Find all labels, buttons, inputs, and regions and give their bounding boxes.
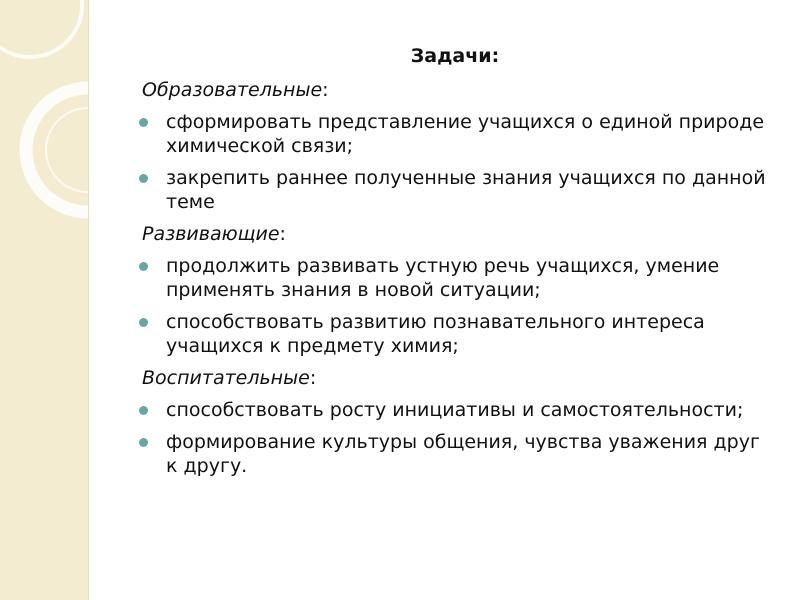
list-item-text: способствовать росту инициативы и самостоятельности; bbox=[166, 399, 744, 421]
section-heading-text: Воспитательные bbox=[142, 367, 310, 389]
bullet-dot-icon bbox=[139, 262, 148, 271]
section-heading-colon: : bbox=[279, 223, 286, 245]
list-item bbox=[136, 254, 776, 302]
list-item-text: сформировать представление учащихся о единой природе химической связи; bbox=[166, 111, 765, 157]
decorative-circles-graphic bbox=[0, 0, 88, 600]
list-item-text: закрепить раннее полученные знания учащихся по данной теме bbox=[166, 167, 766, 213]
decorative-side-band bbox=[0, 0, 88, 600]
section-heading-text: Развивающие bbox=[142, 223, 280, 245]
section-heading-colon: : bbox=[322, 79, 329, 101]
bullet-dot-icon bbox=[139, 318, 148, 327]
bullet-list bbox=[136, 398, 776, 478]
list-item-text: формирование культуры общения, чувства уважения друг к другу. bbox=[166, 431, 760, 477]
bullet-list bbox=[136, 254, 776, 358]
section-heading bbox=[142, 366, 776, 390]
bullet-dot-icon bbox=[139, 438, 148, 447]
bullet-dot-icon bbox=[139, 406, 148, 415]
bullet-dot-icon bbox=[139, 118, 148, 127]
list-item bbox=[136, 310, 776, 358]
section-upbringing bbox=[136, 366, 776, 478]
section-educational bbox=[136, 78, 776, 214]
list-item bbox=[136, 110, 776, 158]
bullet-list bbox=[136, 110, 776, 214]
section-heading bbox=[142, 222, 776, 246]
slide-title: Задачи: bbox=[410, 45, 500, 67]
list-item-text: продолжить развивать устную речь учащихся, умение применять знания в новой ситуации; bbox=[166, 255, 720, 301]
bullet-dot-icon bbox=[139, 174, 148, 183]
band-divider bbox=[88, 0, 89, 600]
section-developmental bbox=[136, 222, 776, 358]
list-item bbox=[136, 430, 776, 478]
list-item bbox=[136, 398, 776, 422]
slide-content bbox=[136, 78, 776, 486]
list-item bbox=[136, 166, 776, 214]
section-heading bbox=[142, 78, 776, 102]
section-heading-colon: : bbox=[309, 367, 317, 389]
list-item-text: способствовать развитию познавательного интереса учащихся к предмету химия; bbox=[166, 311, 705, 357]
section-heading-text: Образовательные bbox=[142, 79, 323, 101]
